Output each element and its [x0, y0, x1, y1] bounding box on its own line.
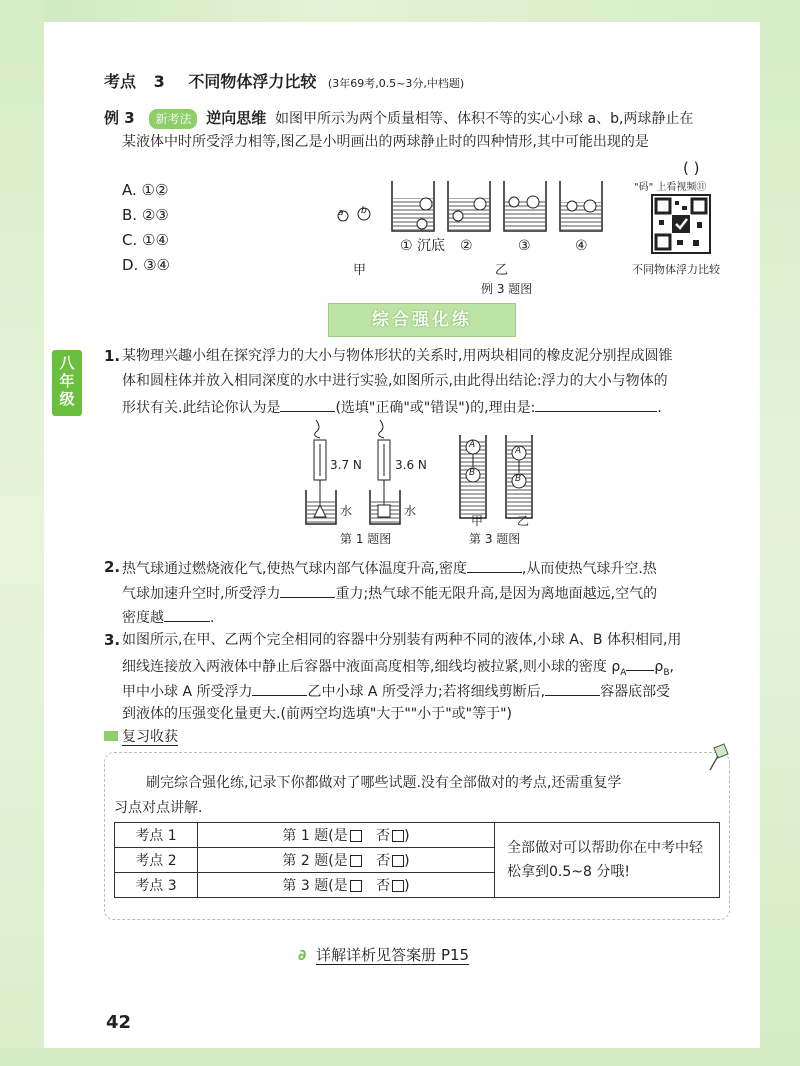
- yes-checkbox[interactable]: [350, 855, 362, 867]
- review-title: 复习收获: [122, 729, 178, 745]
- page-frame-bottom: [0, 1048, 800, 1066]
- table-question-cell: [198, 873, 495, 898]
- new-method-badge: 新考法: [149, 109, 197, 129]
- q2-line3a: 密度越: [122, 610, 164, 626]
- option-d: D. ③④: [122, 256, 170, 274]
- q3-line2c: ,: [669, 659, 674, 675]
- q1-number: 1.: [104, 347, 121, 365]
- table-topic-cell: 考点 2: [115, 848, 198, 873]
- q3-line3c: 容器底部受: [600, 684, 671, 700]
- q2-blank-1[interactable]: [467, 558, 522, 573]
- table-note-cell: [495, 823, 720, 898]
- table-question-cell: [198, 823, 495, 848]
- close-paren: ): [404, 853, 410, 869]
- video-caption: 不同物体浮力比较: [632, 263, 720, 276]
- grade-tab-text: 八年级: [59, 354, 75, 408]
- question-text: 第 1 题(是: [282, 828, 348, 844]
- q2-line1: [122, 558, 657, 578]
- q3-blank-3[interactable]: [545, 681, 600, 696]
- q1-line3b: (选填"正确"或"错误")的,理由是:: [335, 400, 536, 416]
- q2-line3: [122, 607, 214, 627]
- note-line-1: 全部做对可以帮助你在中考中轻: [507, 840, 703, 856]
- beaker-label-2: ②: [460, 238, 473, 254]
- topic-label: 考点: [104, 72, 137, 91]
- q3-sub-A: A: [620, 667, 627, 678]
- beaker-2: [448, 181, 490, 231]
- no-text: 否: [376, 853, 391, 869]
- q2-line3b: .: [210, 610, 215, 626]
- q1-blank-2[interactable]: [535, 397, 657, 412]
- fig3-jia: 甲: [471, 514, 484, 528]
- review-intro-2: 习点对点讲解.: [114, 800, 203, 816]
- qr-code[interactable]: [651, 194, 711, 254]
- close-paren: ): [404, 878, 410, 894]
- fig-label-yi: 乙: [495, 263, 509, 278]
- q3-line1: 如图所示,在甲、乙两个完全相同的容器中分别装有两种不同的液体,小球 A、B 体积相同,用: [122, 632, 682, 648]
- q2-line2a: 气球加速升空时,所受浮力: [122, 586, 281, 602]
- topic-number: 3: [153, 72, 165, 91]
- example3-line1: [104, 109, 693, 129]
- close-paren: ): [404, 828, 410, 844]
- beaker-3: [504, 181, 546, 231]
- section-title: 综合强化练: [328, 303, 516, 337]
- page-frame-top: [0, 0, 800, 22]
- grade-tab: [52, 350, 82, 416]
- fig1-caption: 第 1 题图: [340, 532, 392, 546]
- option-c: C. ①④: [122, 231, 169, 249]
- review-intro-1: 刷完综合强化练,记录下你都做对了哪些试题.没有全部做对的考点,还需重复学: [146, 775, 622, 791]
- yes-checkbox[interactable]: [350, 880, 362, 892]
- no-text: 否: [376, 878, 391, 894]
- page-frame-right: [760, 0, 800, 1066]
- no-checkbox[interactable]: [392, 855, 404, 867]
- example-text-2: 某液体中时所受浮力相等,图乙是小明画出的两球静止时的四种情形,其中可能出现的是: [122, 134, 649, 150]
- q3-sub-B: B: [663, 667, 670, 678]
- example-text-1: 如图甲所示为两个质量相等、体积不等的实心小球 a、b,两球静止在: [275, 111, 694, 127]
- beaker-label-3: ③: [518, 238, 531, 254]
- ball-B-yi: B: [515, 474, 522, 484]
- q3-line3a: 甲中小球 A 所受浮力: [122, 684, 253, 700]
- q2-line2: [122, 583, 657, 603]
- ball-B-jia: B: [469, 468, 476, 478]
- q2-number: 2.: [104, 558, 121, 576]
- water-label-1: 水: [340, 504, 353, 518]
- example-label: 例 3: [104, 109, 135, 127]
- ball-b-label: b: [361, 206, 367, 216]
- yes-checkbox[interactable]: [350, 830, 362, 842]
- example3-caption: 例 3 题图: [481, 282, 533, 296]
- q1-line2: 体和圆柱体并放入相同深度的水中进行实验,如图所示,由此得出结论:浮力的大小与物体的: [122, 373, 668, 389]
- note-line-2: 松拿到0.5~8 分哦!: [507, 864, 630, 880]
- beaker-label-4: ④: [575, 238, 588, 254]
- q3-line2a: 细线连接放入两液体中静止后容器中液面高度相等,细线均被拉紧,则小球的密度 ρ: [122, 659, 621, 675]
- q2-blank-2[interactable]: [280, 583, 335, 598]
- method-label: 逆向思维: [206, 109, 267, 127]
- review-heading: [104, 728, 178, 746]
- q1-line3a: 形状有关.此结论你认为是: [122, 400, 281, 416]
- answer-reference-text: 详解详析见答案册 P15: [316, 946, 470, 964]
- q3-blank-1[interactable]: [626, 656, 654, 671]
- beaker-label-1: ① 沉底: [400, 238, 446, 254]
- question-text: 第 2 题(是: [282, 853, 348, 869]
- q3-line2b: ρ: [654, 659, 664, 675]
- q3-line3b: 乙中小球 A 所受浮力;若将细线剪断后,: [307, 684, 546, 700]
- q2-line1b: ,从而使热气球升空.热: [521, 561, 657, 577]
- q3-blank-2[interactable]: [252, 681, 307, 696]
- q3-line4: 到液体的压强变化量更大.(前两空均选填"大于""小于"或"等于"): [122, 706, 513, 722]
- q1-blank-1[interactable]: [280, 397, 335, 412]
- topic-heading: [104, 73, 464, 93]
- fig-label-jia: 甲: [353, 263, 367, 278]
- ball-A-yi: A: [515, 446, 522, 456]
- fig3-caption: 第 3 题图: [469, 532, 521, 546]
- q3-line2: [122, 656, 674, 682]
- page-number: 42: [106, 1012, 132, 1033]
- no-checkbox[interactable]: [392, 830, 404, 842]
- q2-line2b: 重力;热气球不能无限升高,是因为离地面越远,空气的: [335, 586, 658, 602]
- answer-reference-icon: ∂: [298, 946, 307, 964]
- topic-title: 不同物体浮力比较: [188, 72, 317, 91]
- qr-code-icon: [653, 196, 709, 252]
- table-topic-cell: 考点 3: [115, 873, 198, 898]
- q1-line3: [122, 397, 662, 417]
- topic-meta: (3年69考,0.5~3分,中档题): [327, 77, 465, 90]
- q3-number: 3.: [104, 631, 121, 649]
- no-checkbox[interactable]: [392, 880, 404, 892]
- option-a: A. ①②: [122, 181, 169, 199]
- ball-A-jia: A: [469, 440, 476, 450]
- ball-a-label: a: [338, 208, 344, 218]
- table-topic-cell: 考点 1: [115, 823, 198, 848]
- q1-line3c: .: [657, 400, 662, 416]
- answer-reference: [298, 946, 469, 964]
- video-label: "码" 上看视频⑪: [634, 182, 707, 193]
- review-heading-icon: [104, 731, 118, 741]
- answer-paren: ( ): [683, 159, 700, 177]
- water-label-2: 水: [404, 504, 417, 518]
- pushpin-icon: [706, 742, 732, 772]
- table-row: [115, 823, 720, 848]
- reading-1: 3.7 N: [330, 458, 362, 472]
- no-text: 否: [376, 828, 391, 844]
- page-frame-left: [0, 0, 44, 1066]
- beaker-4: [560, 181, 602, 231]
- beaker-1: [392, 181, 434, 231]
- q2-blank-3[interactable]: [164, 607, 210, 622]
- fig3-yi: 乙: [517, 514, 530, 528]
- question-text: 第 3 题(是: [282, 878, 348, 894]
- option-b: B. ②③: [122, 206, 169, 224]
- review-table: [114, 822, 720, 898]
- q3-line3: [122, 681, 670, 701]
- q1-line1: 某物理兴趣小组在探究浮力的大小与物体形状的关系时,用两块相同的橡皮泥分别捏成圆锥: [122, 348, 673, 364]
- reading-2: 3.6 N: [395, 458, 427, 472]
- table-question-cell: [198, 848, 495, 873]
- q2-line1a: 热气球通过燃烧液化气,使热气球内部气体温度升高,密度: [122, 561, 467, 577]
